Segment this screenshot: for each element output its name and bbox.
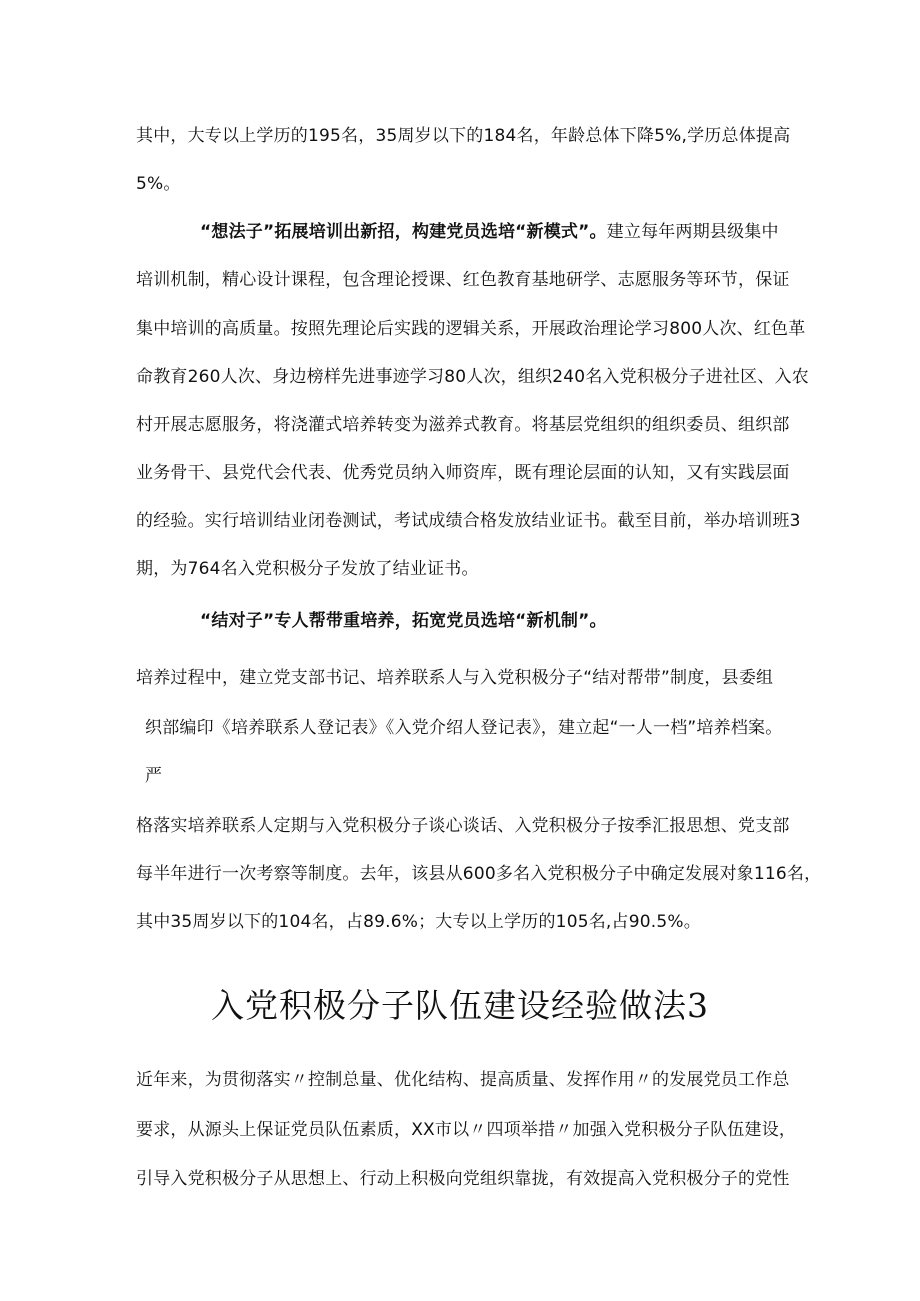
paragraph-2-line-7: 的经验。实行培训结业闭卷测试，考试成绩合格发放结业证书。截至目前，举办培训班3 xyxy=(136,511,801,531)
paragraph-2-line-6: 业务骨干、县党代会代表、优秀党员纳入师资库，既有理论层面的认知，又有实践层面 xyxy=(136,463,790,483)
paragraph-2-line-5: 村开展志愿服务，将浇灌式培养转变为滋养式教育。将基层党组织的组织委员、组织部 xyxy=(136,415,790,435)
paragraph-2-line-3: 集中培训的高质量。按照先理论后实践的逻辑关系，开展政治理论学习800人次、红色革 xyxy=(136,319,806,339)
paragraph-2-line-2: 培训机制，精心设计课程，包含理论授课、红色教育基地研学、志愿服务等环节，保证 xyxy=(136,270,790,290)
paragraph-3-line-4: 格落实培养联系人定期与入党积极分子谈心谈话、入党积极分子按季汇报思想、党支部 xyxy=(136,816,790,836)
paragraph-2-line-1: 建立每年两期县级集中 xyxy=(606,222,779,242)
paragraph-4-line-1: 近年来，为贯彻落实〃控制总量、优化结构、提高质量、发挥作用〃的发展党员工作总 xyxy=(136,1070,790,1090)
paragraph-4-line-2: 要求，从源头上保证党员队伍素质，XX市以〃四项举措〃加强入党积极分子队伍建设， xyxy=(136,1120,797,1140)
paragraph-3-line-6: 其中35周岁以下的104名，占89.6%；大专以上学历的105名,占90.5%。 xyxy=(136,912,701,932)
paragraph-2-heading: “想法子”拓展培训出新招，构建党员选培“新模式”。 xyxy=(200,222,607,242)
paragraph-3-line-5: 每半年进行一次考察等制度。去年，该县从600多名入党积极分子中确定发展对象116名， xyxy=(136,864,822,884)
paragraph-3-heading: “结对子”专人帮带重培养，拓宽党员选培“新机制”。 xyxy=(200,611,607,631)
paragraph-2-line-4: 命教育260人次、身边榜样先进事迹学习80人次，组织240名入党积极分子进社区、入农 xyxy=(136,367,809,387)
paragraph-1-line-2: 5%。 xyxy=(136,174,181,194)
section-title: 入党积极分子队伍建设经验做法3 xyxy=(211,986,709,1025)
paragraph-3-line-2: 织部编印《培养联系人登记表》《入党介绍人登记表》，建立起“一人一档”培养档案。 xyxy=(145,718,783,738)
paragraph-3-line-1: 培养过程中，建立党支部书记、培养联系人与入党积极分子“结对帮带”制度，县委组 xyxy=(136,668,774,688)
paragraph-3-line-3: 严 xyxy=(145,766,163,786)
paragraph-4-line-3: 引导入党积极分子从思想上、行动上积极向党组织靠拢，有效提高入党积极分子的党性 xyxy=(136,1169,790,1189)
paragraph-2-first-line xyxy=(200,220,779,244)
paragraph-2-line-8: 期，为764名入党积极分子发放了结业证书。 xyxy=(136,559,479,579)
paragraph-1-line-1: 其中，大专以上学历的195名，35周岁以下的184名，年龄总体下降5%,学历总体提高 xyxy=(136,126,791,146)
